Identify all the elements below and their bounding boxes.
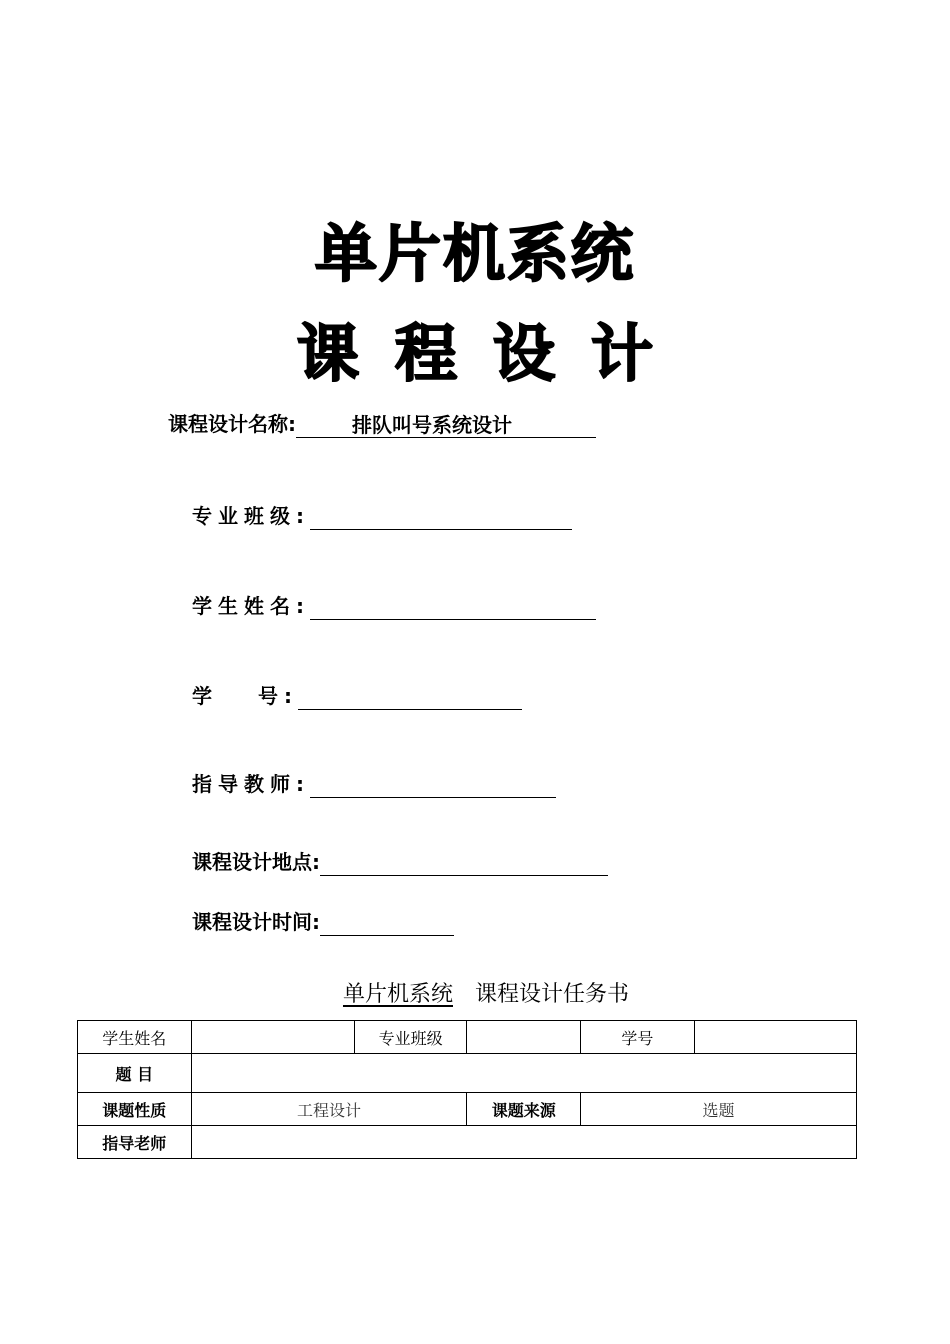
student-id-label-1: 学 (192, 684, 212, 708)
student-name-label: 学生姓名: (192, 594, 310, 618)
student-name-line[interactable] (310, 595, 596, 620)
major-class-header: 专业班级 (354, 1021, 467, 1054)
table-row (78, 1126, 857, 1159)
topic-header: 题 目 (78, 1054, 192, 1093)
location-label: 课程设计地点: (192, 850, 320, 874)
cover-title-line1: 单片机系统 (314, 217, 635, 290)
task-book-table (77, 1020, 857, 1159)
time-line[interactable] (320, 911, 454, 936)
student-id-label-2: 号: (258, 684, 298, 708)
advisor-label: 指导教师: (192, 772, 310, 796)
major-class-line[interactable] (310, 505, 572, 530)
advisor-line[interactable] (310, 773, 556, 798)
task-book-title-rest: 课程设计任务书 (475, 982, 630, 1007)
cover-title-line2: 课程设计 (296, 317, 689, 390)
time-field (192, 908, 454, 936)
table-row (78, 1054, 857, 1093)
course-name-label: 课程设计名称: (168, 412, 296, 436)
major-class-cell[interactable] (467, 1021, 581, 1054)
topic-nature-value[interactable]: 工程设计 (191, 1093, 467, 1126)
course-name-field (168, 410, 596, 438)
student-name-field (192, 592, 596, 620)
course-name-value[interactable]: 排队叫号系统设计 (296, 413, 596, 438)
student-id-line[interactable] (298, 685, 522, 710)
topic-source-value[interactable]: 选题 (581, 1093, 857, 1126)
task-book-title-underlined: 单片机系统 (342, 982, 453, 1007)
advisor-header: 指导老师 (78, 1126, 192, 1159)
student-id-field (192, 682, 522, 710)
topic-cell[interactable] (191, 1054, 856, 1093)
topic-source-header: 课题来源 (467, 1093, 581, 1126)
student-id-cell[interactable] (694, 1021, 856, 1054)
student-name-header: 学生姓名 (78, 1021, 192, 1054)
advisor-cell[interactable] (191, 1126, 856, 1159)
task-book-title (0, 980, 950, 1010)
student-name-cell[interactable] (191, 1021, 354, 1054)
major-class-field (192, 502, 572, 530)
topic-nature-header: 课题性质 (78, 1093, 192, 1126)
location-line[interactable] (320, 851, 608, 876)
location-field (192, 848, 608, 876)
table-row (78, 1093, 857, 1126)
table-row (78, 1021, 857, 1054)
major-class-label: 专业班级: (192, 504, 310, 528)
student-id-header: 学号 (581, 1021, 695, 1054)
advisor-field (192, 770, 556, 798)
time-label: 课程设计时间: (192, 910, 320, 934)
